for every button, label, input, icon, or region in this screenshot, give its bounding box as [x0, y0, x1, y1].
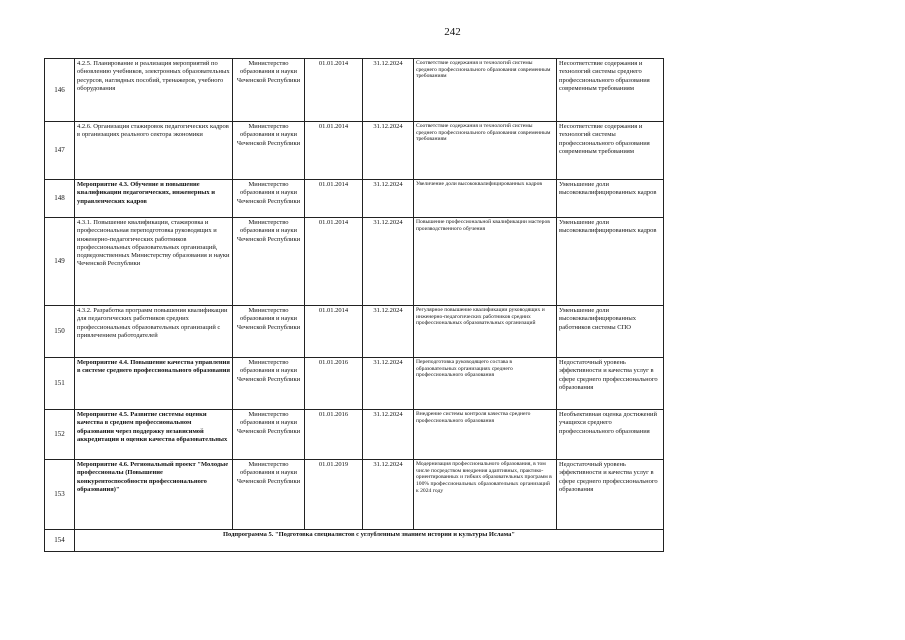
- end-date-cell: 31.12.2024: [363, 460, 414, 530]
- row-number-cell: 154: [45, 530, 75, 552]
- activity-name-cell: 4.2.6. Организация стажировок педагогических кадров в организациях реального сектора экономики: [75, 122, 233, 180]
- activities-table: [44, 58, 664, 552]
- end-date-cell: 31.12.2024: [363, 306, 414, 358]
- executor-cell: Министерство образования и науки Чеченской Республики: [233, 410, 305, 460]
- consequence-cell: Несоответствие содержания и технологий системы профессионального образования современным требованиям: [557, 122, 664, 180]
- consequence-cell: Недостаточный уровень эффективности и качества услуг в сфере среднего профессионального образования: [557, 460, 664, 530]
- table-row: [45, 460, 664, 530]
- expected-result-cell: Повышение профессиональной квалификации мастеров производственного обучения: [414, 218, 557, 306]
- expected-result-cell: Модернизация профессионального образования, в том числе посредством внедрения адаптивных, практико-ориентированных и гибких образовательных программ в 100% профессиональных образовательных организаций к 2024 году: [414, 460, 557, 530]
- executor-cell: Министерство образования и науки Чеченской Республики: [233, 358, 305, 410]
- subprogram-title-cell: Подпрограмма 5. "Подготовка специалистов с углубленным знанием истории и культуры Ислама": [75, 530, 664, 552]
- page-number: 242: [444, 26, 461, 38]
- consequence-cell: Необъективная оценка достижений учащихся среднего профессионального образования: [557, 410, 664, 460]
- activity-name-cell: Мероприятие 4.3. Обучение и повышение квалификации педагогических, инженерных и управленческих кадров: [75, 180, 233, 218]
- consequence-cell: Недостаточный уровень эффективности и качества услуг в сфере среднего профессионального образования: [557, 358, 664, 410]
- row-number-cell: 149: [45, 218, 75, 306]
- row-number-cell: 147: [45, 122, 75, 180]
- end-date-cell: 31.12.2024: [363, 122, 414, 180]
- table-row: [45, 218, 664, 306]
- activity-name-cell: 4.3.1. Повышение квалификации, стажировка и профессиональная переподготовка руководящих и инженерно-педагогических работников профессиональных образовательных организаций, подведомственных Министерству образования и науки Чеченской Республики: [75, 218, 233, 306]
- start-date-cell: 01.01.2014: [305, 306, 363, 358]
- consequence-cell: Уменьшение доли высококвалифицированных работников системы СПО: [557, 306, 664, 358]
- executor-cell: Министерство образования и науки Чеченской Республики: [233, 122, 305, 180]
- row-number-cell: 151: [45, 358, 75, 410]
- start-date-cell: 01.01.2019: [305, 460, 363, 530]
- table-row: [45, 306, 664, 358]
- row-number-cell: 153: [45, 460, 75, 530]
- consequence-cell: Уменьшение доли высококвалифицированных кадров: [557, 180, 664, 218]
- start-date-cell: 01.01.2016: [305, 358, 363, 410]
- row-number-cell: 150: [45, 306, 75, 358]
- end-date-cell: 31.12.2024: [363, 410, 414, 460]
- executor-cell: Министерство образования и науки Чеченской Республики: [233, 306, 305, 358]
- row-number-cell: 148: [45, 180, 75, 218]
- table-row: [45, 410, 664, 460]
- end-date-cell: 31.12.2024: [363, 358, 414, 410]
- subprogram-row: [45, 530, 664, 552]
- expected-result-cell: Регулярное повышение квалификации руководящих и инженерно-педагогических работников средних профессиональных образовательных организаций: [414, 306, 557, 358]
- expected-result-cell: Увеличение доли высококвалифицированных кадров: [414, 180, 557, 218]
- start-date-cell: 01.01.2014: [305, 180, 363, 218]
- executor-cell: Министерство образования и науки Чеченской Республики: [233, 218, 305, 306]
- end-date-cell: 31.12.2024: [363, 180, 414, 218]
- consequence-cell: Уменьшение доли высококвалифицированных кадров: [557, 218, 664, 306]
- start-date-cell: 01.01.2014: [305, 218, 363, 306]
- executor-cell: Министерство образования и науки Чеченской Республики: [233, 460, 305, 530]
- row-number-cell: 152: [45, 410, 75, 460]
- end-date-cell: 31.12.2024: [363, 59, 414, 122]
- table-row: [45, 358, 664, 410]
- executor-cell: Министерство образования и науки Чеченской Республики: [233, 180, 305, 218]
- expected-result-cell: Переподготовка руководящего состава в образовательных организациях среднего профессионального образования: [414, 358, 557, 410]
- end-date-cell: 31.12.2024: [363, 218, 414, 306]
- expected-result-cell: Соответствие содержания и технологий системы среднего профессионального образования современным требованиям: [414, 59, 557, 122]
- activity-name-cell: Мероприятие 4.6. Региональный проект "Молодые профессионалы (Повышение конкурентоспособности профессионального образования)": [75, 460, 233, 530]
- activity-name-cell: Мероприятие 4.4. Повышение качества управления в системе среднего профессионального образования: [75, 358, 233, 410]
- table-row: [45, 59, 664, 122]
- start-date-cell: 01.01.2016: [305, 410, 363, 460]
- activity-name-cell: 4.3.2. Разработка программ повышения квалификации для педагогических работников средних профессиональных образовательных организаций с привлечением работодателей: [75, 306, 233, 358]
- table-row: [45, 122, 664, 180]
- start-date-cell: 01.01.2014: [305, 122, 363, 180]
- table-row: [45, 180, 664, 218]
- executor-cell: Министерство образования и науки Чеченской Республики: [233, 59, 305, 122]
- row-number-cell: 146: [45, 59, 75, 122]
- start-date-cell: 01.01.2014: [305, 59, 363, 122]
- consequence-cell: Несоответствие содержания и технологий системы среднего профессионального образования современным требованиям: [557, 59, 664, 122]
- activity-name-cell: Мероприятие 4.5. Развитие системы оценки качества в среднем профессиональном образовании через поддержку независимой аккредитации и оценки качества образовательных: [75, 410, 233, 460]
- expected-result-cell: Внедрение системы контроля качества среднего профессионального образования: [414, 410, 557, 460]
- table-body: [45, 59, 664, 552]
- activity-name-cell: 4.2.5. Планирование и реализация мероприятий по обновлению учебников, электронных образовательных ресурсов, наглядных пособий, тренажеров, учебного оборудования: [75, 59, 233, 122]
- expected-result-cell: Соответствие содержания и технологий системы среднего профессионального образования современным требованиям: [414, 122, 557, 180]
